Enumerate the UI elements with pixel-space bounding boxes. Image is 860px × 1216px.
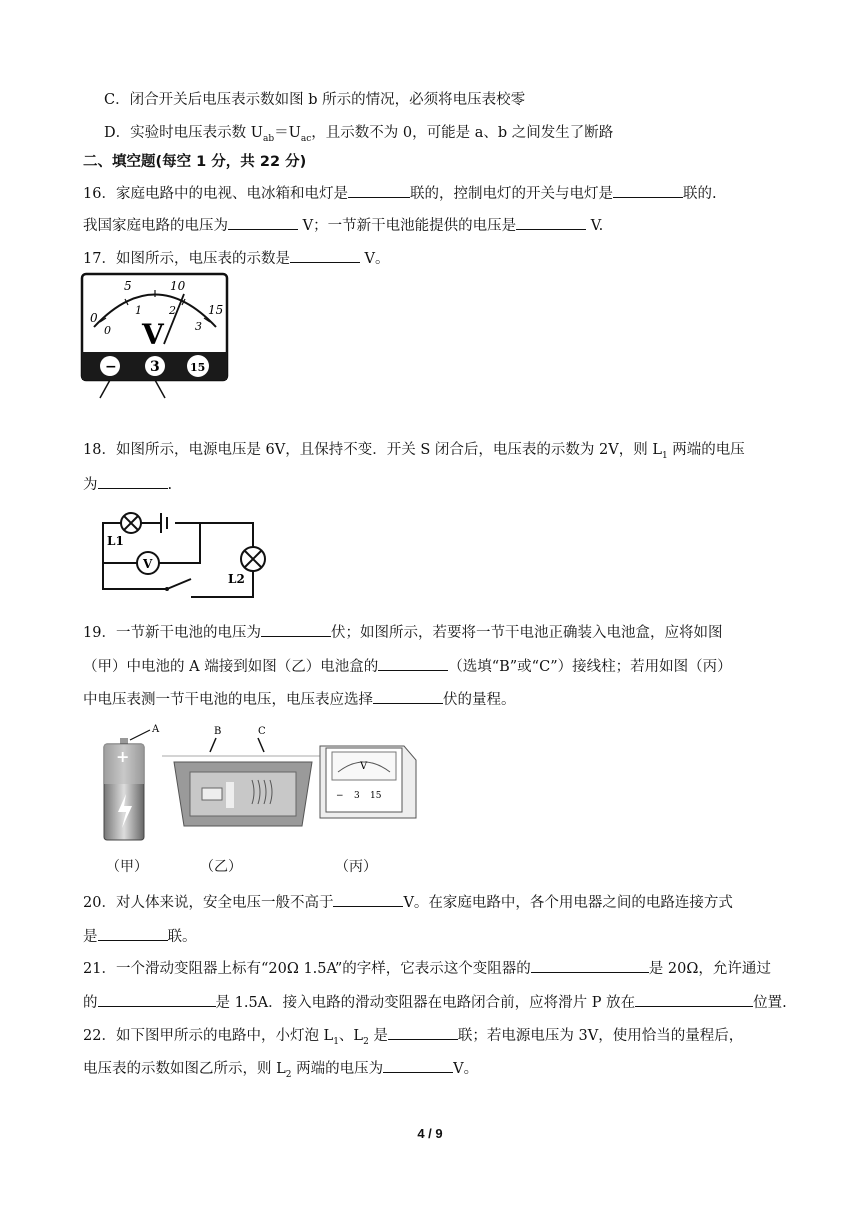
caption-yi: （乙） <box>200 859 242 875</box>
question-16-line2: 我国家庭电路的电压为 V；一节新干电池能提供的电压是 V. <box>83 213 603 236</box>
answer-blank[interactable] <box>290 246 360 263</box>
question-17: 17．如图所示，电压表的示数是 V。 <box>83 246 390 269</box>
question-21-line2: 的 是 1.5A．接入电路的滑动变阻器在电路闭合前，应将滑片 P 放在 位置. <box>83 990 787 1013</box>
terminal-15: 15 <box>190 361 206 374</box>
meter-symbol: V <box>142 318 164 351</box>
battery-figure <box>96 722 166 844</box>
scale-inner-3: 3 <box>195 320 202 333</box>
question-19-line1: 19．一节新干电池的电压为 伏；如图所示，若要将一节干电池正确装入电池盒，应将如图 <box>83 620 722 643</box>
battery-box-figure <box>162 722 322 844</box>
answer-blank[interactable] <box>261 620 331 637</box>
label-l1: L1 <box>107 534 124 548</box>
question-22-line1: 22．如下图甲所示的电路中，小灯泡 $L_1$、$L_2$ 是 联；若电源电压为 3V，使用恰当的量程后， <box>83 1023 743 1052</box>
scale-outer-0: 0 <box>90 311 98 325</box>
section-heading: 二、填空题(每空 1 分，共 22 分) <box>83 154 307 170</box>
device-15: 15 <box>370 791 382 801</box>
answer-blank[interactable] <box>333 890 403 907</box>
scale-outer-5: 5 <box>124 279 132 293</box>
answer-blank[interactable] <box>613 181 683 198</box>
page-number: 4 / 9 <box>417 1126 443 1141</box>
answer-blank[interactable] <box>516 213 586 230</box>
answer-blank[interactable] <box>635 990 753 1007</box>
label-a: A <box>152 724 160 735</box>
question-21-line1: 21．一个滑动变阻器上标有“20Ω 1.5A”的字样，它表示这个变阻器的 是 20Ω，允许通过 <box>83 956 771 979</box>
scale-outer-15: 15 <box>208 303 224 317</box>
caption-jia: （甲） <box>106 859 148 875</box>
circuit-18-figure <box>95 505 280 605</box>
answer-blank[interactable] <box>388 1023 458 1040</box>
option-c: C．闭合开关后电压表示数如图 b 所示的情况，必须将电压表校零 <box>104 92 526 108</box>
answer-blank[interactable] <box>98 924 168 941</box>
answer-blank[interactable] <box>348 181 410 198</box>
answer-blank[interactable] <box>383 1056 453 1073</box>
terminal-3: 3 <box>150 359 160 375</box>
question-19-line2: （甲）中电池的 A 端接到如图（乙）电池盒的 （选填“B”或“C”）接线柱；若用如图（丙） <box>83 654 732 677</box>
option-d: D．实验时电压表示数 $U_{ab}=U_{ac}$，且示数不为 0，可能是 a、b 之间发生了断路 <box>104 125 614 144</box>
voltmeter-device-figure <box>318 738 418 822</box>
scale-inner-2: 2 <box>169 304 176 317</box>
question-18-line1: 18．如图所示，电源电压是 6V，且保持不变．开关 S 闭合后，电压表的示数为 2V，则 $L_1$ 两端的电压 <box>83 442 745 461</box>
question-22-line2: 电压表的示数如图乙所示，则 $L_2$ 两端的电压为 V。 <box>83 1056 478 1085</box>
voltmeter-symbol: V <box>143 557 153 571</box>
answer-blank[interactable] <box>98 990 216 1007</box>
answer-blank[interactable] <box>373 687 443 704</box>
device-3: 3 <box>354 791 360 801</box>
caption-bing: （丙） <box>335 859 377 875</box>
label-c: C <box>258 726 266 737</box>
device-neg: − <box>336 791 344 801</box>
question-20-line2: 是 联。 <box>83 924 197 947</box>
answer-blank[interactable] <box>98 472 168 489</box>
answer-blank[interactable] <box>531 956 649 973</box>
scale-outer-10: 10 <box>170 279 186 293</box>
label-l2: L2 <box>228 572 245 586</box>
answer-blank[interactable] <box>378 654 448 671</box>
plus-sign: + <box>116 747 130 766</box>
voltmeter-figure <box>80 272 230 402</box>
answer-blank[interactable] <box>228 213 298 230</box>
label-b: B <box>214 726 222 737</box>
scale-inner-1: 1 <box>135 304 142 317</box>
device-v: V <box>360 761 368 772</box>
terminal-neg: − <box>105 359 117 375</box>
question-19-line3: 中电压表测一节干电池的电压，电压表应选择 伏的量程。 <box>83 687 516 710</box>
question-18-line2: 为 . <box>83 472 172 495</box>
question-16-line1: 16．家庭电路中的电视、电冰箱和电灯是 联的，控制电灯的开关与电灯是 联的. <box>83 181 717 204</box>
scale-inner-0: 0 <box>104 324 111 337</box>
question-20-line1: 20．对人体来说，安全电压一般不高于 V。在家庭电路中，各个用电器之间的电路连接方式 <box>83 890 733 913</box>
